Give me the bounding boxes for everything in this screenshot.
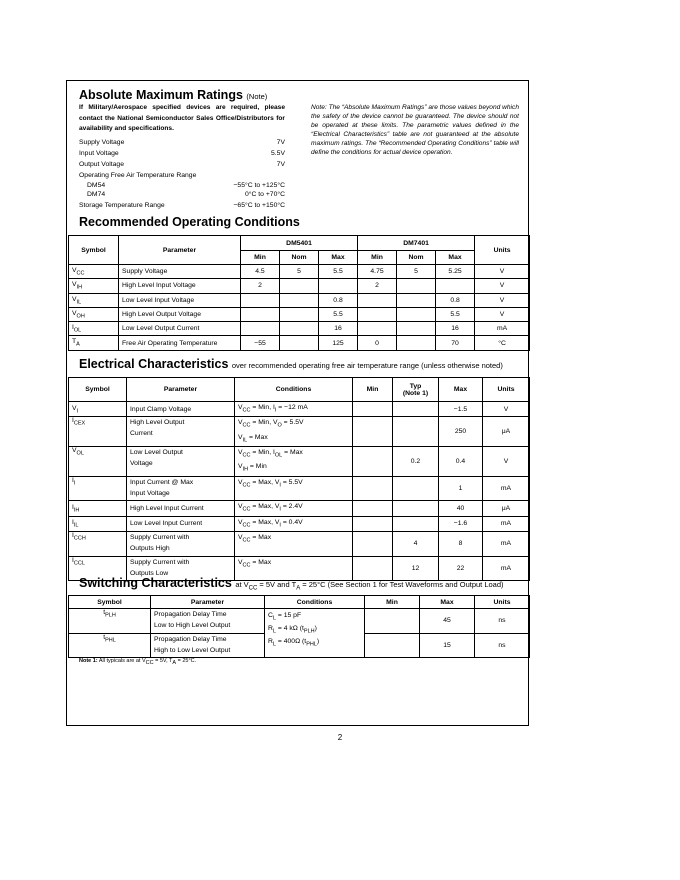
value-cell (280, 322, 319, 336)
table-row (69, 501, 530, 516)
symbol-cell: $I_{CCH}$ (69, 532, 127, 557)
symbol-cell: $I_{CCL}$ (69, 556, 127, 581)
col-symbol: Symbol (69, 378, 127, 402)
value-cell: 125 (319, 336, 358, 350)
value-cell (280, 293, 319, 307)
units-cell: mA (475, 322, 530, 336)
max-cell: 1 (439, 476, 483, 501)
max-cell: −1.5 (439, 402, 483, 417)
sc-subtitle: at $V_{CC} = 5V$ and $T_A = 25^\circ C$ (See Section 1 for Test Waveforms and Output Load) (235, 580, 504, 592)
value-cell: 5 (397, 265, 436, 279)
col-dm7401: DM7401 (358, 236, 475, 251)
max-cell: 45 (420, 609, 475, 634)
amr-row: Input Voltage 5.5V (79, 150, 285, 157)
units-cell: V (483, 447, 530, 477)
value-cell (280, 307, 319, 321)
value-cell (280, 279, 319, 293)
max-cell: 22 (439, 556, 483, 581)
typ-cell: 0.2 (393, 447, 439, 477)
parameter-cell: Input Clamp Voltage (127, 402, 235, 417)
units-cell: mA (483, 516, 530, 531)
parameter-cell: Supply Voltage (119, 265, 241, 279)
value-cell (358, 322, 397, 336)
conditions-cell: $V_{CC}$ = Max (235, 556, 353, 581)
parameter-cell: Supply Current with Outputs Low (127, 556, 235, 581)
parameter-cell: Supply Current with Outputs High (127, 532, 235, 557)
symbol-cell: $I_{IL}$ (69, 516, 127, 531)
value-cell: −55 (241, 336, 280, 350)
conditions-cell: $V_{CC}$ = Max, $V_I = 5.5V$ (235, 476, 353, 501)
max-cell: −1.6 (439, 516, 483, 531)
roc-title: Recommended Operating Conditions (79, 215, 300, 229)
conditions-cell: $C_L = 15$ pF $R_L = 4$ kΩ $(t_{PLH})$ $R_L = 400\Omega$ $(t_{PHL})$ (265, 609, 365, 658)
table-row (69, 336, 530, 350)
table-row (69, 476, 530, 501)
col-symbol: Symbol (69, 236, 119, 265)
sc-title: Switching Characteristics at $V_{CC} = 5V$ and $T_A = 25^\circ C$ (See Section 1 for Test Waveforms and Output Load) (79, 576, 504, 592)
value-cell: 70 (436, 336, 475, 350)
max-cell: 15 (420, 633, 475, 658)
units-cell: mA (483, 532, 530, 557)
units-cell: V (483, 402, 530, 417)
symbol-cell: $V_{IL}$ (69, 293, 119, 307)
parameter-cell: High Level Output Current (127, 417, 235, 447)
value-cell (280, 336, 319, 350)
parameter-cell: Low Level Output Voltage (127, 447, 235, 477)
col-units: Units (475, 596, 530, 609)
value-cell (397, 322, 436, 336)
col-parameter: Parameter (151, 596, 265, 609)
table-row (69, 322, 530, 336)
min-cell (353, 532, 393, 557)
value-cell: 2 (241, 279, 280, 293)
value-cell (397, 293, 436, 307)
footnote: Note 1: All typicals are at $V_{CC} = 5V$, $T_A = 25^\circ C$. (79, 658, 197, 667)
units-cell: V (475, 265, 530, 279)
col-symbol: Symbol (69, 596, 151, 609)
max-cell: 0.4 (439, 447, 483, 477)
military-note: If Military/Aerospace specified devices are required, please contact the National Semiconductor Sales Office/Distributors for availability and specifications. (79, 104, 285, 132)
units-cell: °C (475, 336, 530, 350)
symbol-cell: $V_{IH}$ (69, 279, 119, 293)
typ-cell (393, 402, 439, 417)
value-cell: 16 (319, 322, 358, 336)
parameter-cell: Free Air Operating Temperature (119, 336, 241, 350)
ec-subtitle: over recommended operating free air temperature range (unless otherwise noted) (231, 361, 503, 370)
conditions-cell: $V_{CC}$ = Max (235, 532, 353, 557)
table-row (69, 417, 530, 447)
amr-title-note: (Note) (246, 92, 268, 101)
table-row (69, 609, 530, 634)
datasheet-page (66, 80, 529, 726)
symbol-cell: $V_I$ (69, 402, 127, 417)
min-cell (353, 501, 393, 516)
symbol-cell: $I_{CEX}$ (69, 417, 127, 447)
value-cell: 5 (280, 265, 319, 279)
value-cell (358, 307, 397, 321)
col-max: Max (319, 251, 358, 265)
min-cell (353, 402, 393, 417)
symbol-cell: $V_{OL}$ (69, 447, 127, 477)
symbol-cell: $V_{OH}$ (69, 307, 119, 321)
min-cell (353, 516, 393, 531)
value-cell: 0.8 (319, 293, 358, 307)
amr-row: DM54 −55°C to +125°C (87, 182, 285, 189)
value-cell: 16 (436, 322, 475, 336)
units-cell: ns (475, 609, 530, 634)
units-cell: μA (483, 501, 530, 516)
col-units: Units (475, 236, 530, 265)
parameter-cell: Propagation Delay Time High to Low Level Output (151, 633, 265, 658)
symbol-cell: $I_{OL}$ (69, 322, 119, 336)
amr-row: Supply Voltage 7V (79, 139, 285, 146)
amr-row: Operating Free Air Temperature Range (79, 172, 197, 179)
symbol-cell: $T_A$ (69, 336, 119, 350)
units-cell: V (475, 293, 530, 307)
parameter-cell: High Level Input Voltage (119, 279, 241, 293)
value-cell (436, 279, 475, 293)
parameter-cell: High Level Output Voltage (119, 307, 241, 321)
symbol-cell: $t_{PHL}$ (69, 633, 151, 658)
table-row (69, 516, 530, 531)
conditions-cell: $V_{CC}$ = Max, $V_I = 0.4V$ (235, 516, 353, 531)
col-min: Min (241, 251, 280, 265)
value-cell (397, 307, 436, 321)
units-cell: mA (483, 556, 530, 581)
max-cell: 40 (439, 501, 483, 516)
typ-cell: 4 (393, 532, 439, 557)
typ-cell (393, 516, 439, 531)
value-cell (241, 307, 280, 321)
value-cell: 2 (358, 279, 397, 293)
typ-cell (393, 501, 439, 516)
symbol-cell: $I_I$ (69, 476, 127, 501)
typ-cell (393, 417, 439, 447)
col-units: Units (483, 378, 530, 402)
min-cell (353, 476, 393, 501)
units-cell: V (475, 307, 530, 321)
units-cell: mA (483, 476, 530, 501)
col-conditions: Conditions (265, 596, 365, 609)
ec-title: Electrical Characteristics over recommended operating free air temperature range (unless otherwise noted) (79, 357, 503, 371)
min-cell (353, 417, 393, 447)
amr-row: Storage Temperature Range −65°C to +150°C (79, 202, 285, 209)
col-dm5401: DM5401 (241, 236, 358, 251)
col-parameter: Parameter (127, 378, 235, 402)
ec-table (68, 377, 530, 581)
conditions-cell: $V_{CC}$ = Min, $V_O = 5.5V$ $V_{IL}$ = Max (235, 417, 353, 447)
table-row (69, 532, 530, 557)
min-cell (365, 609, 420, 634)
symbol-cell: $V_{CC}$ (69, 265, 119, 279)
parameter-cell: Low Level Output Current (119, 322, 241, 336)
parameter-cell: Low Level Input Current (127, 516, 235, 531)
value-cell: 4.5 (241, 265, 280, 279)
max-cell: 8 (439, 532, 483, 557)
units-cell: V (475, 279, 530, 293)
value-cell (241, 322, 280, 336)
typ-cell: 12 (393, 556, 439, 581)
col-conditions: Conditions (235, 378, 353, 402)
value-cell: 5.5 (319, 307, 358, 321)
symbol-cell: $t_{PLH}$ (69, 609, 151, 634)
value-cell (358, 293, 397, 307)
value-cell (319, 279, 358, 293)
value-cell: 5.5 (319, 265, 358, 279)
roc-table (68, 235, 530, 351)
min-cell (353, 447, 393, 477)
col-max: Max (436, 251, 475, 265)
value-cell: 0.8 (436, 293, 475, 307)
amr-title: Absolute Maximum Ratings (Note) (79, 88, 268, 102)
max-cell: 250 (439, 417, 483, 447)
amr-disclaimer: Note: The “Absolute Maximum Ratings” are those values beyond which the safety of the device cannot be guaranteed. The device should not be operated at these limits. The parametric values defined in the “Electrical Characteristics” table are not guaranteed at the absolute maximum ratings. The “Recommended Operating Conditions” table will define the conditions for actual device operation. (311, 104, 519, 157)
value-cell (397, 279, 436, 293)
conditions-cell: $V_{CC}$ = Min, $I_I = -12$ mA (235, 402, 353, 417)
min-cell (365, 633, 420, 658)
table-row (69, 402, 530, 417)
sc-table (68, 595, 530, 658)
parameter-cell: Propagation Delay Time Low to High Level Output (151, 609, 265, 634)
col-max: Max (420, 596, 475, 609)
symbol-cell: $I_{IH}$ (69, 501, 127, 516)
amr-row: DM74 0°C to +70°C (87, 191, 285, 198)
value-cell: 4.75 (358, 265, 397, 279)
col-typ: Typ (Note 1) (393, 378, 439, 402)
col-parameter: Parameter (119, 236, 241, 265)
table-row (69, 447, 530, 477)
conditions-cell: $V_{CC}$ = Min, $I_{OL}$ = Max $V_{IH}$ = Min (235, 447, 353, 477)
units-cell: ns (475, 633, 530, 658)
value-cell: 5.25 (436, 265, 475, 279)
table-row (69, 265, 530, 279)
units-cell: μA (483, 417, 530, 447)
table-row (69, 293, 530, 307)
typ-cell (393, 476, 439, 501)
col-max: Max (439, 378, 483, 402)
col-nom: Nom (397, 251, 436, 265)
table-row (69, 307, 530, 321)
value-cell: 5.5 (436, 307, 475, 321)
table-row (69, 279, 530, 293)
parameter-cell: High Level Input Current (127, 501, 235, 516)
col-nom: Nom (280, 251, 319, 265)
value-cell (397, 336, 436, 350)
col-min: Min (353, 378, 393, 402)
amr-row: Output Voltage 7V (79, 161, 285, 168)
page-number: 2 (337, 733, 343, 742)
col-min: Min (358, 251, 397, 265)
value-cell: 0 (358, 336, 397, 350)
parameter-cell: Low Level Input Voltage (119, 293, 241, 307)
parameter-cell: Input Current @ Max Input Voltage (127, 476, 235, 501)
col-min: Min (365, 596, 420, 609)
value-cell (241, 293, 280, 307)
conditions-cell: $V_{CC}$ = Max, $V_I = 2.4V$ (235, 501, 353, 516)
amr-list (79, 137, 285, 211)
